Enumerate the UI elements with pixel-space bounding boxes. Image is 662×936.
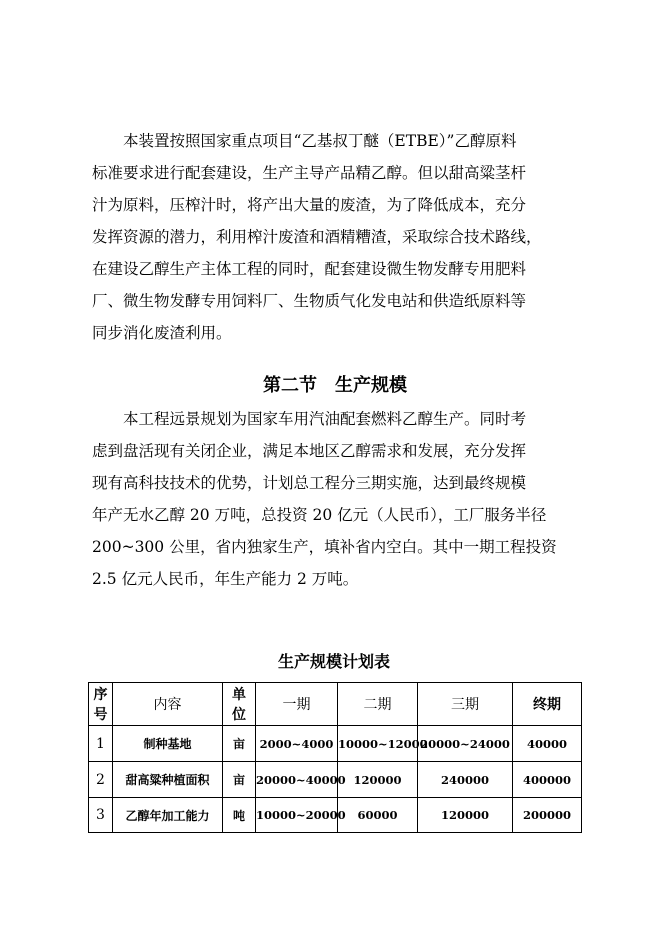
row-phase3: 240000 bbox=[418, 762, 513, 798]
row-phase2: 10000~12000 bbox=[338, 726, 418, 762]
row-number: 2 bbox=[89, 762, 113, 798]
paragraph-line: 现有高科技技术的优势，计划总工程分三期实施，达到最终规模 bbox=[92, 474, 527, 492]
row-total: 40000 bbox=[513, 726, 582, 762]
row-phase1: 10000~20000 bbox=[256, 798, 338, 833]
header-unit-line: 位 bbox=[232, 707, 246, 723]
paragraph-line: 年产无水乙醇 20 万吨，总投资 20 亿元（人民币），工厂服务半径 bbox=[92, 506, 547, 524]
row-unit: 亩 bbox=[223, 726, 256, 762]
row-phase1: 20000~40000 bbox=[256, 762, 338, 798]
paragraph-line: 200~300 公里，省内独家生产，填补省内空白。其中一期工程投资 bbox=[92, 538, 557, 556]
row-number: 3 bbox=[89, 798, 113, 833]
row-number: 1 bbox=[89, 726, 113, 762]
header-seq-line: 序 bbox=[93, 687, 108, 703]
section-heading: 第二节 生产规模 bbox=[263, 375, 407, 396]
row-content: 甜高粱种植面积 bbox=[113, 762, 223, 798]
table-title: 生产规模计划表 bbox=[277, 652, 390, 671]
table-row bbox=[89, 798, 582, 833]
row-total: 200000 bbox=[513, 798, 582, 833]
header-seq-line: 号 bbox=[93, 707, 108, 723]
scale-paragraph bbox=[92, 403, 592, 595]
paragraph-line: 虑到盘活现有关闭企业，满足本地区乙醇需求和发展，充分发挥 bbox=[92, 442, 527, 460]
row-phase2: 60000 bbox=[338, 798, 418, 833]
header-phase2: 二期 bbox=[338, 683, 418, 726]
header-seq bbox=[89, 683, 113, 726]
paragraph-line: 汁为原料，压榨汁时，将产出大量的废渣，为了降低成本，充分 bbox=[92, 196, 527, 214]
row-unit: 吨 bbox=[223, 798, 256, 833]
row-content: 乙醇年加工能力 bbox=[113, 798, 223, 833]
row-phase3: 20000~24000 bbox=[418, 726, 513, 762]
header-phase1: 一期 bbox=[256, 683, 338, 726]
header-unit bbox=[223, 683, 256, 726]
paragraph-line: 2.5 亿元人民币，年生产能力 2 万吨。 bbox=[92, 570, 359, 588]
table-row bbox=[89, 726, 582, 762]
intro-paragraph bbox=[92, 125, 592, 349]
paragraph-line: 发挥资源的潜力，利用榨汁废渣和酒精糟渣，采取综合技术路线， bbox=[92, 228, 542, 246]
row-content: 制种基地 bbox=[113, 726, 223, 762]
production-plan-table bbox=[88, 682, 582, 833]
paragraph-line: 本装置按照国家重点项目“乙基叔丁醚（ETBE）”乙醇原料 bbox=[123, 132, 517, 150]
paragraph-line: 同步消化废渣利用。 bbox=[92, 324, 232, 342]
header-phase3: 三期 bbox=[418, 683, 513, 726]
table-header-row bbox=[89, 683, 582, 726]
paragraph-line: 在建设乙醇生产主体工程的同时，配套建设微生物发酵专用肥料 bbox=[92, 260, 527, 278]
row-phase2: 120000 bbox=[338, 762, 418, 798]
row-unit: 亩 bbox=[223, 762, 256, 798]
row-phase3: 120000 bbox=[418, 798, 513, 833]
table-row bbox=[89, 762, 582, 798]
row-total: 400000 bbox=[513, 762, 582, 798]
paragraph-line: 标准要求进行配套建设，生产主导产品精乙醇。但以甜高粱茎杆 bbox=[92, 164, 527, 182]
header-total: 终期 bbox=[513, 683, 582, 726]
header-content: 内容 bbox=[113, 683, 223, 726]
header-unit-line: 单 bbox=[232, 687, 246, 703]
row-phase1: 2000~4000 bbox=[256, 726, 338, 762]
paragraph-line: 厂、微生物发酵专用饲料厂、生物质气化发电站和供造纸原料等 bbox=[92, 292, 527, 310]
paragraph-line: 本工程远景规划为国家车用汽油配套燃料乙醇生产。同时考 bbox=[123, 410, 527, 428]
